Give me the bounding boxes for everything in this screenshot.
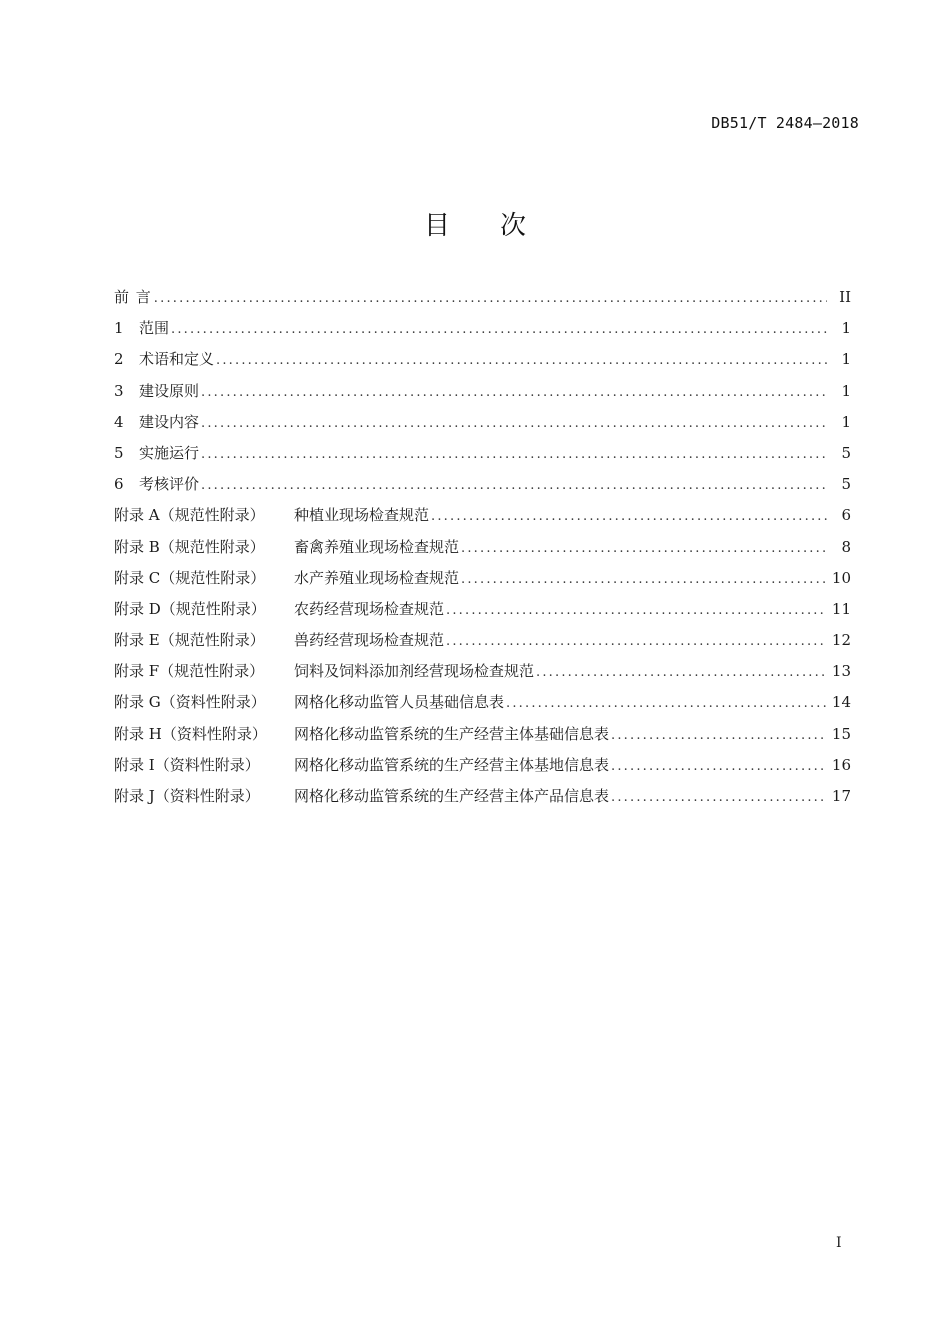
toc-entry-number: 附录 I（资料性附录）	[114, 755, 260, 774]
title-char-1: 目	[423, 211, 450, 241]
toc-entry-appendix-c[interactable]	[114, 563, 851, 594]
toc-entry-title: 网格化移动监管系统的生产经营主体基地信息表	[294, 755, 610, 774]
toc-entry-title: 网格化移动监管系统的生产经营主体产品信息表	[294, 787, 610, 805]
toc-entry-number: 3	[114, 381, 124, 400]
toc-entry-number: 附录 C（规范性附录）	[114, 568, 266, 587]
toc-entry-number: 4	[114, 412, 124, 431]
toc-leader-dots	[611, 720, 826, 750]
toc-entry-number: 附录 D（规范性附录）	[114, 599, 266, 618]
page-number: I	[836, 1235, 842, 1251]
toc-leader-dots	[201, 408, 827, 438]
toc-entry-number: 5	[114, 443, 124, 462]
toc-entry-number: 附录 B（规范性附录）	[114, 537, 265, 556]
toc-leader-dots	[506, 688, 826, 718]
toc-entry-title: 农药经营现场检查规范	[294, 599, 445, 618]
toc-entry-number: 附录 G（资料性附录）	[114, 693, 266, 712]
toc-leader-dots	[461, 533, 827, 563]
toc-leader-dots	[431, 501, 827, 531]
toc-entry-title: 考核评价	[139, 475, 200, 494]
toc-entry-appendix-i[interactable]	[114, 750, 851, 781]
toc-entry-title: 前 言	[114, 288, 152, 306]
toc-entry-title: 网格化移动监管人员基础信息表	[294, 693, 505, 712]
toc-entry-page: 13	[831, 662, 851, 681]
toc-entry-page: 1	[841, 319, 851, 338]
toc-entry-title: 建设内容	[139, 412, 200, 431]
toc-leader-dots	[171, 314, 827, 344]
toc-entry-appendix-e[interactable]	[114, 625, 851, 656]
toc-entry-number: 1	[114, 319, 124, 338]
table-of-contents	[114, 282, 851, 812]
toc-entry-page: 14	[831, 693, 851, 712]
title-char-2: 次	[500, 211, 527, 241]
toc-entry-page: 5	[841, 443, 851, 462]
toc-leader-dots	[446, 626, 826, 656]
toc-entry-title: 饲料及饲料添加剂经营现场检查规范	[294, 662, 535, 681]
toc-entry-page: 1	[841, 350, 851, 369]
toc-entry-page: 5	[841, 475, 851, 494]
toc-entry-title: 实施运行	[139, 443, 200, 462]
toc-leader-dots	[536, 657, 826, 687]
toc-entry-title: 畜禽养殖业现场检查规范	[294, 537, 460, 556]
toc-entry-1[interactable]	[114, 313, 851, 344]
toc-entry-number: 附录 E（规范性附录）	[114, 631, 265, 650]
toc-entry-title: 网格化移动监管系统的生产经营主体基础信息表	[294, 724, 610, 743]
toc-entry-page: 15	[831, 724, 851, 743]
standard-number: DB51/T 2484—2018	[711, 114, 859, 132]
toc-entry-page: 12	[831, 631, 851, 650]
toc-entry-appendix-j[interactable]	[114, 781, 851, 812]
toc-entry-title: 水产养殖业现场检查规范	[294, 568, 460, 587]
toc-leader-dots	[201, 377, 827, 407]
toc-leader-dots	[201, 439, 827, 469]
toc-entry-page: 1	[841, 381, 851, 400]
toc-entry-5[interactable]	[114, 438, 851, 469]
toc-entry-appendix-b[interactable]	[114, 532, 851, 563]
toc-entry-page: 1	[841, 412, 851, 431]
toc-entry-appendix-a[interactable]	[114, 500, 851, 531]
toc-leader-dots	[611, 751, 826, 781]
toc-entry-number: 附录 F（规范性附录）	[114, 662, 265, 681]
toc-leader-dots	[154, 283, 827, 313]
toc-leader-dots	[446, 595, 826, 625]
toc-entry-title: 术语和定义	[139, 350, 215, 369]
toc-entry-number: 附录 A（规范性附录）	[114, 506, 265, 525]
toc-entry-page: II	[839, 288, 851, 306]
toc-entry-appendix-h[interactable]	[114, 719, 851, 750]
toc-entry-title: 种植业现场检查规范	[294, 506, 430, 525]
toc-entry-page: 11	[831, 599, 851, 618]
page-title	[0, 205, 950, 242]
toc-entry-page: 8	[841, 537, 851, 556]
toc-entry-page: 6	[841, 506, 851, 525]
toc-entry-title: 建设原则	[139, 381, 200, 400]
toc-entry-appendix-f[interactable]	[114, 656, 851, 687]
toc-entry-number: 附录 H（资料性附录）	[114, 724, 267, 743]
toc-entry-3[interactable]	[114, 376, 851, 407]
toc-entry-title: 范围	[139, 319, 170, 338]
toc-leader-dots	[216, 345, 827, 375]
toc-entry-title: 兽药经营现场检查规范	[294, 631, 445, 650]
toc-entry-4[interactable]	[114, 407, 851, 438]
toc-leader-dots	[611, 782, 826, 812]
toc-entry-number: 6	[114, 475, 124, 494]
toc-entry-page: 10	[831, 568, 851, 587]
toc-entry-page: 17	[831, 787, 851, 805]
toc-entry-appendix-g[interactable]	[114, 687, 851, 718]
toc-entry-appendix-d[interactable]	[114, 594, 851, 625]
toc-entry-preface[interactable]	[114, 282, 851, 313]
toc-leader-dots	[201, 470, 827, 500]
toc-entry-number: 2	[114, 350, 124, 369]
toc-entry-page: 16	[831, 755, 851, 774]
toc-entry-6[interactable]	[114, 469, 851, 500]
toc-entry-number: 附录 J（资料性附录）	[114, 787, 260, 805]
toc-entry-2[interactable]	[114, 344, 851, 375]
toc-leader-dots	[461, 564, 826, 594]
